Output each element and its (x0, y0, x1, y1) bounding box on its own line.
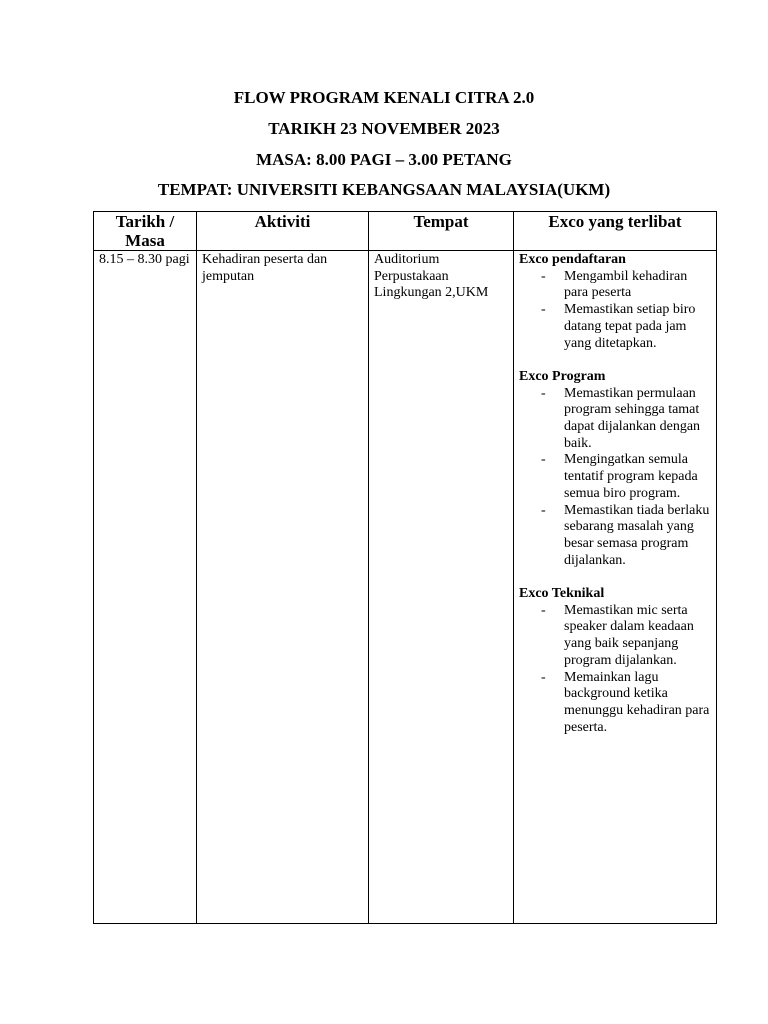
header-place: Tempat (369, 212, 514, 251)
date-line: TARIKH 23 NOVEMBER 2023 (268, 119, 500, 138)
cell-exco (514, 251, 717, 924)
dash-bullet-icon: - (541, 385, 546, 401)
list-item (519, 386, 711, 453)
exco-group-pendaftaran (519, 252, 711, 352)
dash-bullet-icon: - (541, 302, 546, 318)
task-text: Memastikan mic serta speaker dalam keadaan yang baik sepanjang program dijalankan. (564, 602, 694, 668)
header-exco: Exco yang terlibat (514, 212, 717, 251)
document-title: FLOW PROGRAM KENALI CITRA 2.0 (233, 88, 535, 107)
header-time: Tarikh / Masa (94, 212, 197, 251)
exco-group-program (519, 369, 711, 569)
table-header-row (94, 212, 717, 251)
dash-bullet-icon: - (541, 502, 546, 518)
dash-bullet-icon: - (541, 452, 546, 468)
cell-place: Auditorium Perpustakaan Lingkungan 2,UKM (369, 251, 514, 924)
task-text: Memastikan tiada berlaku sebarang masalah yang besar semasa program dijalankan. (564, 502, 710, 568)
task-text: Memainkan lagu background ketika menunggu kehadiran para peserta. (564, 669, 710, 735)
exco-group-title: Exco pendaftaran (519, 252, 626, 267)
exco-task-list (519, 603, 711, 737)
exco-task-list (519, 269, 711, 353)
exco-group-title: Exco Program (519, 368, 606, 384)
list-item (519, 503, 711, 570)
list-item (519, 603, 711, 670)
list-item (519, 302, 711, 352)
task-text: Mengambil kehadiran para peserta (564, 268, 688, 301)
table-row (94, 251, 717, 924)
dash-bullet-icon: - (541, 268, 546, 284)
task-text: Memastikan setiap biro datang tepat pada jam yang ditetapkan. (564, 302, 696, 351)
list-item (519, 452, 711, 502)
time-line: MASA: 8.00 PAGI – 3.00 PETANG (256, 150, 512, 169)
list-item (519, 670, 711, 737)
task-text: Memastikan permulaan program sehingga tamat dapat dijalankan dengan baik. (564, 385, 701, 451)
cell-activity: Kehadiran peserta dan jemputan (197, 251, 369, 924)
exco-group-teknikal (519, 586, 711, 736)
venue-line: TEMPAT: UNIVERSITI KEBANGSAAN MALAYSIA(UKM) (157, 180, 611, 199)
exco-group-title: Exco Teknikal (519, 586, 605, 602)
header-activity: Aktiviti (197, 212, 369, 251)
dash-bullet-icon: - (541, 669, 546, 685)
program-flow-table (93, 211, 717, 924)
cell-time: 8.15 – 8.30 pagi (94, 251, 197, 924)
task-text: Mengingatkan semula tentatif program kepada semua biro program. (564, 452, 698, 501)
list-item (519, 269, 711, 302)
exco-task-list (519, 386, 711, 570)
dash-bullet-icon: - (541, 602, 546, 618)
